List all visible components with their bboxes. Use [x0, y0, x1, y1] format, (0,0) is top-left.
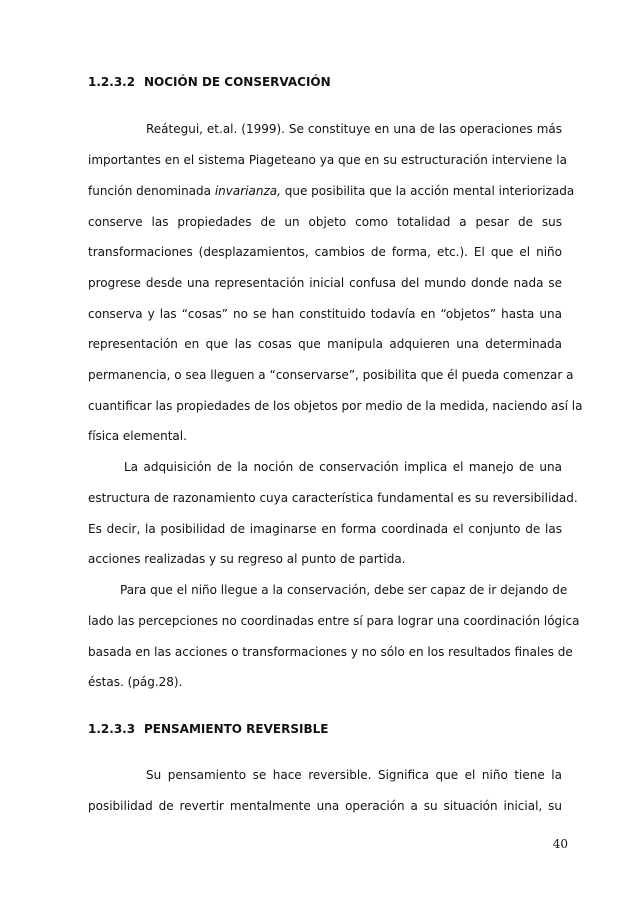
paragraph-line: importantes en el sistema Piageteano ya que en su estructuración interviene la — [88, 153, 567, 167]
section-number: 1.2.3.2 — [88, 75, 136, 89]
paragraph-line: física elemental. — [88, 429, 187, 443]
paragraph-line-with-italic — [88, 183, 575, 199]
paragraph-line: cuantificar las propiedades de los objetos por medio de la medida, naciendo así la — [88, 399, 583, 413]
paragraph-line: conserva y las “cosas” no se han constituido todavía en “objetos” hasta una — [88, 307, 562, 321]
section-heading-conservacion — [88, 74, 331, 90]
section-number: 1.2.3.3 — [88, 722, 136, 736]
paragraph-line: progrese desde una representación inicial confusa del mundo donde nada se — [88, 276, 562, 290]
paragraph-line: acciones realizadas y su regreso al punto de partida. — [88, 552, 406, 566]
paragraph-line: permanencia, o sea lleguen a “conservarse”, posibilita que él pueda comenzar a — [88, 368, 574, 382]
paragraph-line: lado las percepciones no coordinadas entre sí para lograr una coordinación lógica — [88, 614, 580, 628]
section-title: PENSAMIENTO REVERSIBLE — [144, 722, 329, 736]
paragraph-line: conserve las propiedades de un objeto como totalidad a pesar de sus — [88, 215, 562, 229]
paragraph-line: basada en las acciones o transformaciones y no sólo en los resultados finales de — [88, 645, 573, 659]
paragraph-line: transformaciones (desplazamientos, cambios de forma, etc.). El que el niño — [88, 245, 562, 259]
paragraph-line: La adquisición de la noción de conservación implica el manejo de una — [124, 460, 562, 474]
paragraph-line: posibilidad de revertir mentalmente una operación a su situación inicial, su — [88, 799, 562, 813]
italic-term: invarianza, — [214, 184, 281, 198]
paragraph-line: Es decir, la posibilidad de imaginarse en forma coordinada el conjunto de las — [88, 522, 562, 536]
section-title: NOCIÓN DE CONSERVACIÓN — [144, 75, 331, 89]
paragraph-line: Para que el niño llegue a la conservación, debe ser capaz de ir dejando de — [120, 583, 568, 597]
paragraph-line: representación en que las cosas que manipula adquieren una determinada — [88, 337, 562, 351]
text-run: función denominada — [88, 184, 215, 198]
page-number: 40 — [552, 837, 568, 851]
paragraph-line: éstas. (pág.28). — [88, 675, 183, 689]
section-heading-pensamiento — [88, 721, 328, 737]
paragraph-line: Reátegui, et.al. (1999). Se constituye en una de las operaciones más — [146, 122, 562, 136]
paragraph-line: estructura de razonamiento cuya característica fundamental es su reversibilidad. — [88, 491, 578, 505]
text-run: que posibilita que la acción mental interiorizada — [280, 184, 575, 198]
paragraph-line: Su pensamiento se hace reversible. Significa que el niño tiene la — [146, 768, 562, 782]
